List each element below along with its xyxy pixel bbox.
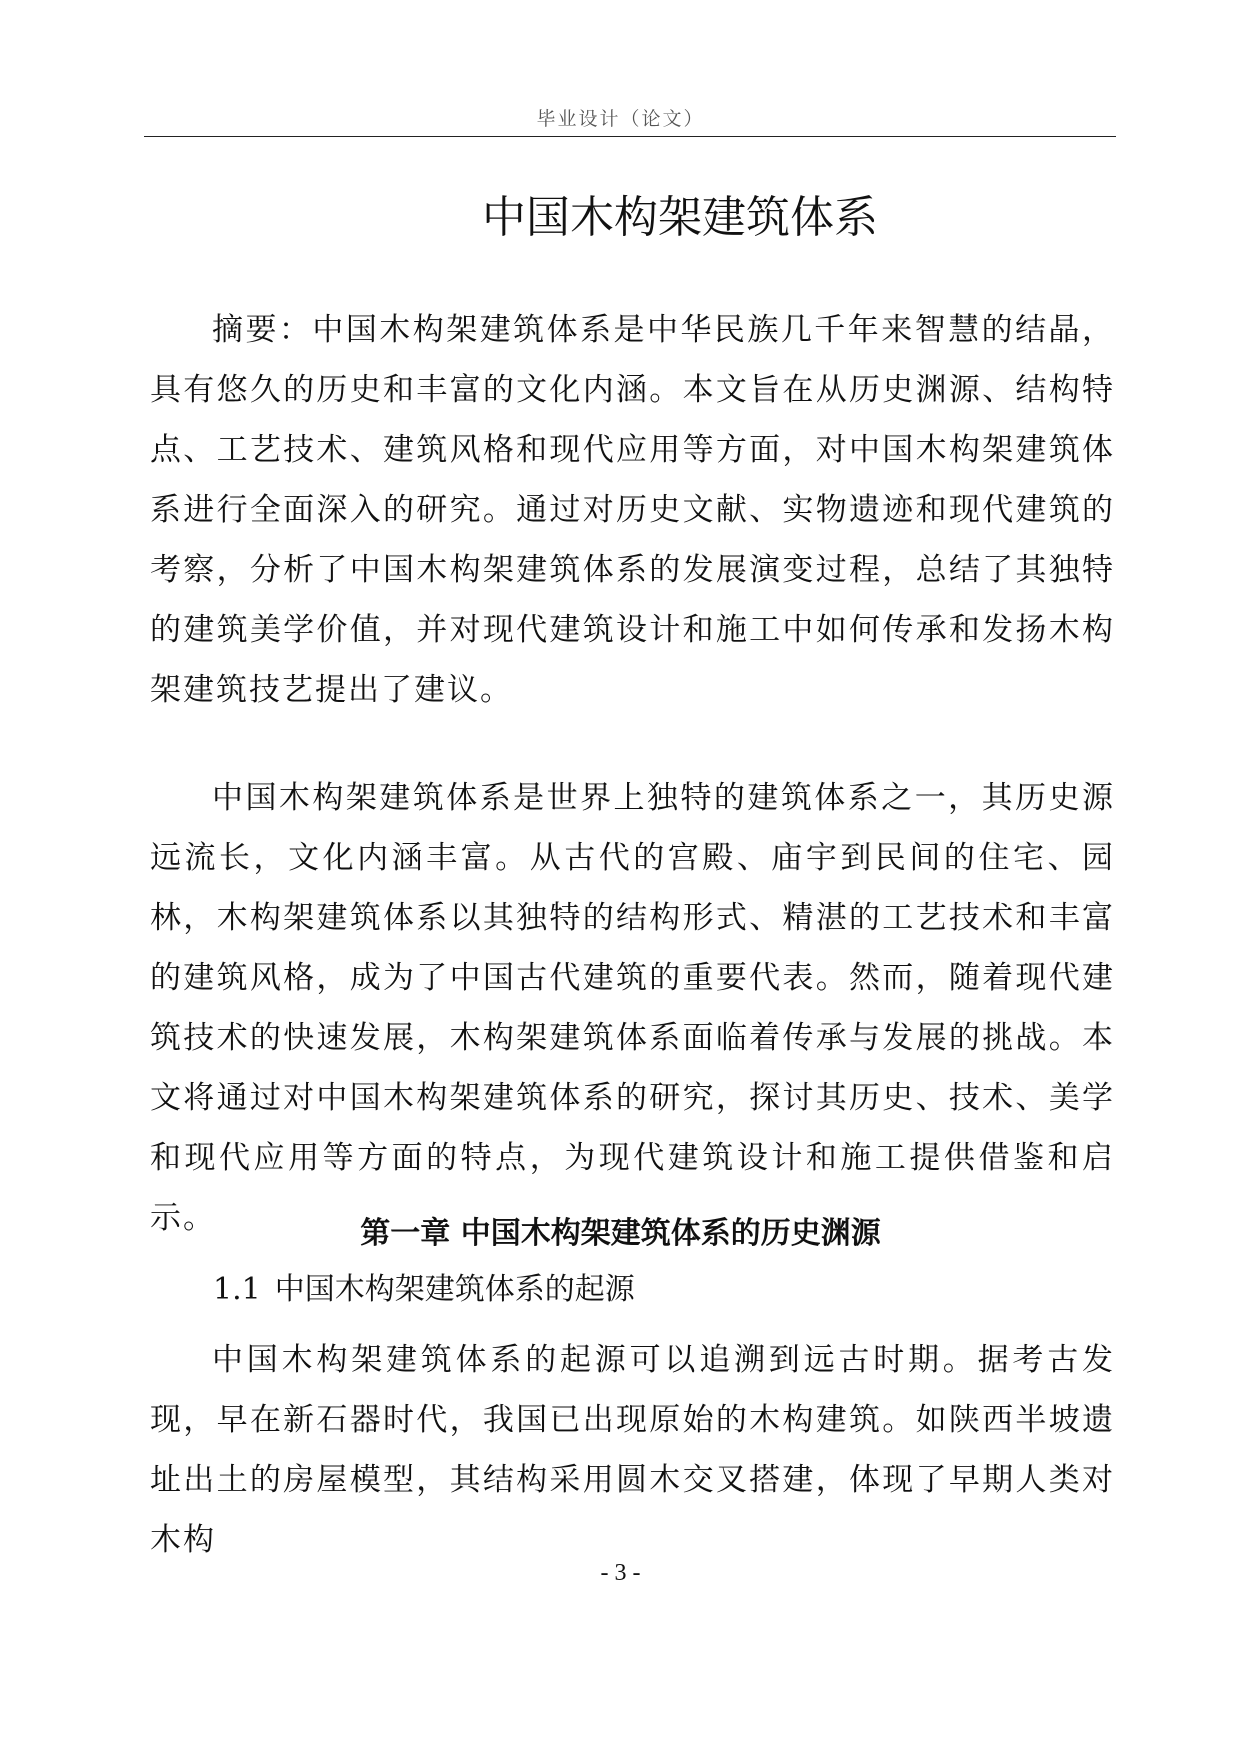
section-number: 1.1 bbox=[213, 1272, 261, 1307]
header-divider bbox=[144, 136, 1116, 137]
section-body-paragraph: 中国木构架建筑体系的起源可以追溯到远古时期。据考古发现，早在新石器时代，我国已出现原始的木构建筑。如陕西半坡遗址出土的房屋模型，其结构采用圆木交叉搭建，体现了早期人类对木构 bbox=[150, 1342, 1115, 1558]
introduction-paragraph: 中国木构架建筑体系是世界上独特的建筑体系之一，其历史源远流长，文化内涵丰富。从古代的宫殿、庙宇到民间的住宅、园林，木构架建筑体系以其独特的结构形式、精湛的工艺技术和丰富的建筑风格，成为了中国古代建筑的重要代表。然而，随着现代建筑技术的快速发展，木构架建筑体系面临着传承与发展的挑战。本文将通过对中国木构架建筑体系的研究，探讨其历史、技术、美学和现代应用等方面的特点，为现代建筑设计和施工提供借鉴和启示。 bbox=[150, 780, 1115, 1236]
section-title: 中国木构架建筑体系的起源 bbox=[274, 1272, 635, 1307]
document-title: 中国木构架建筑体系 bbox=[482, 192, 878, 243]
page-number: - 3 - bbox=[600, 1560, 641, 1586]
running-header: 毕业设计（论文） bbox=[536, 108, 705, 130]
section-heading bbox=[213, 1268, 635, 1312]
abstract-paragraph: 摘要：中国木构架建筑体系是中华民族几千年来智慧的结晶，具有悠久的历史和丰富的文化内涵。本文旨在从历史渊源、结构特点、工艺技术、建筑风格和现代应用等方面，对中国木构架建筑体系进行全面深入的研究。通过对历史文献、实物遗迹和现代建筑的考察，分析了中国木构架建筑体系的发展演变过程，总结了其独特的建筑美学价值，并对现代建筑设计和施工中如何传承和发扬木构架建筑技艺提出了建议。 bbox=[150, 312, 1115, 708]
chapter-heading: 第一章 中国木构架建筑体系的历史渊源 bbox=[360, 1216, 881, 1251]
